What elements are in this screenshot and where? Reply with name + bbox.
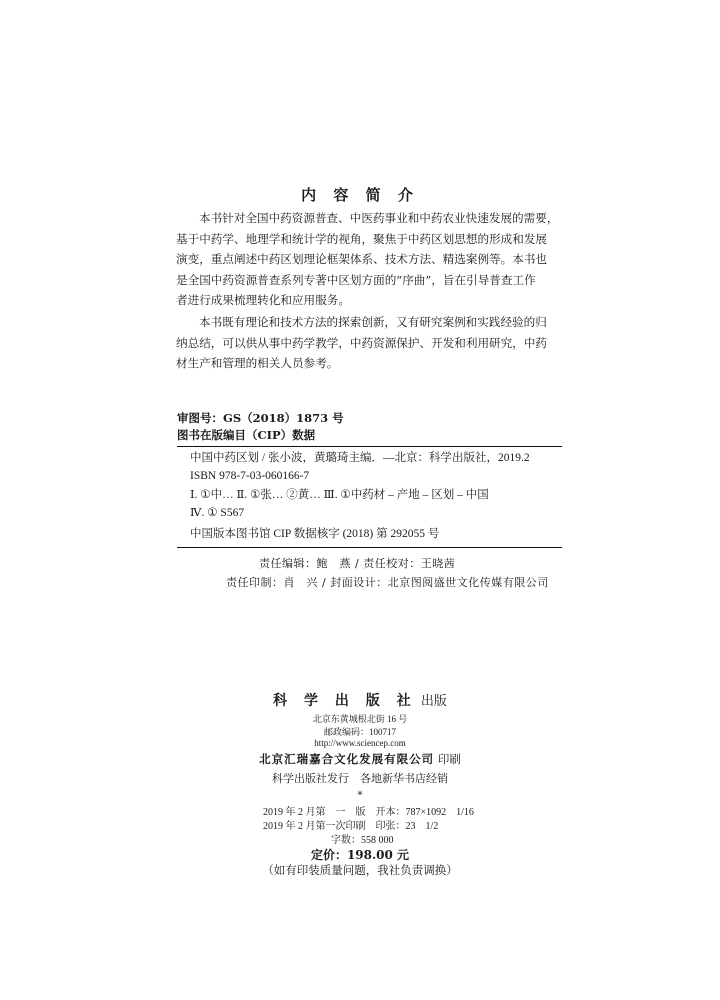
intro-paragraph-2 — [176, 312, 570, 374]
printer-name: 北京汇瑞嘉合文化发展有限公司 — [259, 752, 435, 766]
text-line: 基于中药学、地理学和统计学的视角，聚焦于中药区划思想的形成和发展 — [176, 231, 548, 246]
production-credits: 责任印制：肖 兴 / 封面设计：北京图阅盛世文化传媒有限公司 — [226, 576, 549, 589]
cip-entry-line: 中国中药区划 / 张小波，黄璐琦主编．—北京：科学出版社，2019.2 — [190, 452, 530, 464]
cip-subjects — [190, 487, 570, 522]
cip-subject-line: Ⅳ. ① S567 — [190, 506, 245, 519]
cip-entry — [190, 450, 570, 485]
publisher-postcode: 邮政编码：100717 — [323, 727, 396, 737]
publisher-address: 北京东黄城根北街 16 号 — [312, 714, 408, 724]
cip-heading: 图书在版编目（CIP）数据 — [177, 428, 316, 442]
publisher-name: 科 学 出 版 社 — [273, 693, 417, 709]
separator-star: * — [357, 790, 363, 801]
divider — [177, 446, 562, 447]
cip-record — [190, 526, 570, 544]
text-line: 本书针对全国中药资源普查、中医药事业和中药农业快速发展的需要， — [199, 211, 559, 225]
intro-paragraph-1 — [176, 208, 570, 311]
text-line: 是全国中药资源普查系列专著中区划方面的“序曲”，旨在引导普查工作 — [176, 272, 536, 287]
text-line: 本书既有理论和技术方法的探索创新，又有研究案例和实践经验的归 — [199, 315, 547, 329]
distribution-line: 科学出版社发行 各地新华书店经销 — [272, 772, 448, 785]
divider — [177, 547, 562, 548]
isbn: ISBN 978-7-03-060166-7 — [190, 469, 310, 482]
publisher-url: http://www.sciencep.com — [314, 738, 406, 748]
page-title: 内 容 简 介 — [301, 186, 419, 204]
publisher-line — [0, 690, 720, 710]
quality-notice: （如有印装质量问题，我社负责调换） — [262, 863, 458, 877]
cip-header — [177, 410, 344, 444]
printer-verb: 印刷 — [437, 752, 461, 766]
price: 定价：198.00 元 — [310, 848, 410, 862]
printing-line: 2019 年 2 月第一次印刷 印张：23 1/2 — [263, 821, 439, 832]
text-line: 材生产和管理的相关人员参考。 — [176, 356, 339, 370]
publisher-verb: 出版 — [420, 694, 447, 709]
word-count: 字数：558 000 — [331, 835, 394, 846]
text-line: 纳总结，可以供从事中药学教学，中药资源保护、开发和利用研究，中药 — [176, 335, 548, 350]
text-line: 演变，重点阐述中药区划理论框架体系、技术方法、精选案例等。本书也 — [176, 252, 548, 266]
cip-subject-line: Ⅰ. ①中… Ⅱ. ①张… ②黄… Ⅲ. ①中药材 – 产地 – 区划 – 中国 — [190, 489, 489, 501]
printer-line — [0, 751, 720, 767]
editor-credits: 责任编辑：鲍 燕 / 责任校对：王晓茜 — [259, 557, 456, 570]
map-review-number: 审图号：GS（2018）1873 号 — [177, 411, 344, 425]
edition-line: 2019 年 2 月第 一 版 开本：787×1092 1/16 — [263, 807, 474, 818]
cip-record-number: 中国版本图书馆 CIP 数据核字 (2018) 第 292055 号 — [190, 528, 440, 540]
text-line: 者进行成果梳理转化和应用服务。 — [176, 293, 350, 307]
